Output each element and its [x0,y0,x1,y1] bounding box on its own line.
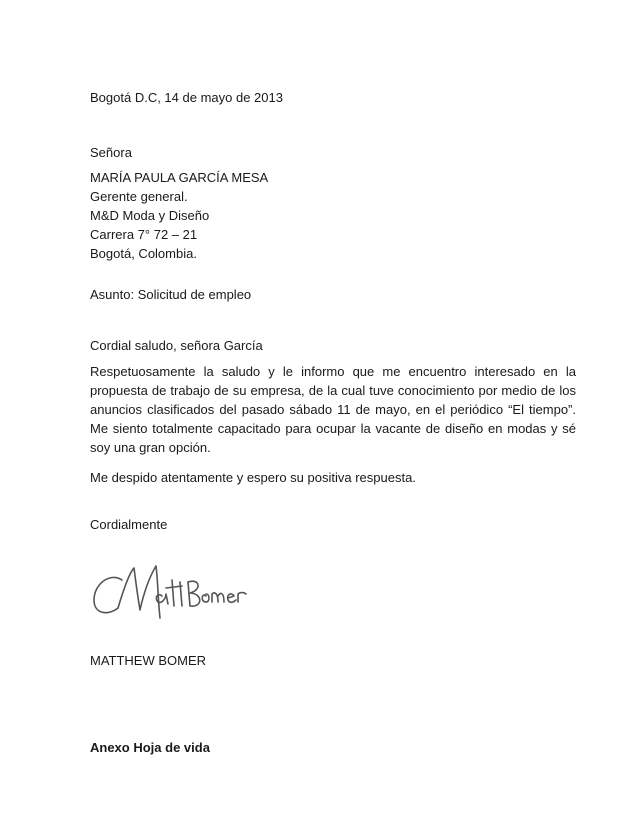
body-paragraph: Respetuosamente la saludo y le informo que me encuentro interesado en la propuesta de trabajo de su empresa, de la cual tuve conocimiento por medio de los anuncios clasificados del pasado sábado 11 de mayo, en el periódico “El tiempo”. Me siento totalmente capacitado para ocupar la vacante de diseño en modas y sé soy una gran opción. [90,364,576,455]
signer-name: MATTHEW BOMER [90,653,207,668]
recipient-company: M&D Moda y Diseño [90,208,210,223]
handwritten-signature [88,558,248,628]
recipient-title: Señora [90,145,132,160]
date-line: Bogotá D.C, 14 de mayo de 2013 [90,90,283,105]
recipient-city: Bogotá, Colombia. [90,246,197,261]
greeting-line: Cordial saludo, señora García [90,338,263,353]
farewell-line: Me despido atentamente y espero su positiva respuesta. [90,470,416,485]
recipient-position: Gerente general. [90,189,188,204]
subject-line: Asunto: Solicitud de empleo [90,287,252,302]
recipient-address: Carrera 7° 72 – 21 [90,227,198,242]
annex-line: Anexo Hoja de vida [90,740,210,755]
recipient-name: MARÍA PAULA GARCÍA MESA [90,170,269,185]
closing-line: Cordialmente [90,517,168,532]
